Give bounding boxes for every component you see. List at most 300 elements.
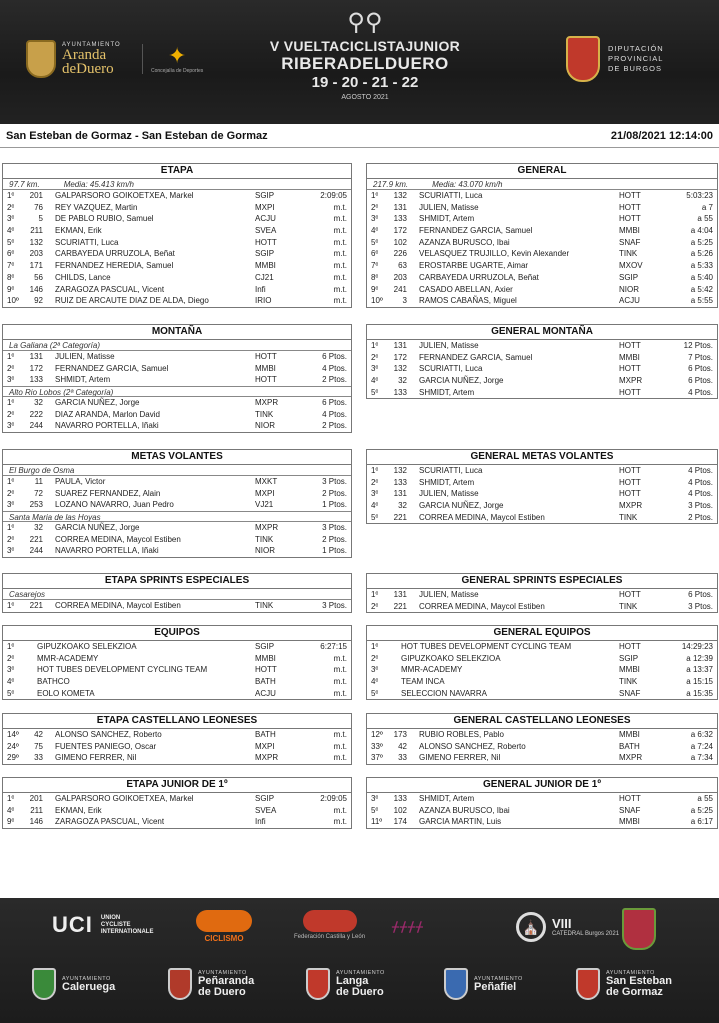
row-result: m.t.	[333, 665, 347, 675]
row-dorsal: 33	[34, 753, 43, 763]
table-row	[3, 409, 351, 421]
row-rider-name: JULIEN, Matisse	[419, 341, 479, 350]
row-position: 5º	[7, 237, 15, 247]
row-team-code: NIOR	[255, 421, 275, 431]
table-row	[3, 653, 351, 665]
row-dorsal: 253	[29, 500, 43, 510]
general-equipos-table	[366, 625, 718, 700]
checkpoint-name: Santa Maria de las Hoyas	[3, 511, 351, 522]
row-team-code: ACJU	[255, 688, 276, 698]
row-result: m.t.	[333, 805, 347, 815]
row-dorsal: 75	[34, 741, 43, 751]
general-metas-table	[366, 449, 718, 524]
row-team-code: HOTT	[619, 387, 641, 397]
row-dorsal: 133	[29, 375, 43, 385]
table-row	[3, 397, 351, 409]
row-dorsal: 211	[30, 226, 43, 236]
row-result: a 7	[701, 202, 713, 212]
row-team-code: MMBI	[619, 665, 640, 675]
row-team-code: SGIP	[619, 653, 639, 663]
table-row	[367, 653, 717, 665]
row-result: a 7:34	[690, 753, 713, 763]
table-title: GENERAL CASTELLANO LEONESES	[367, 714, 717, 729]
row-result: 4 Ptos.	[688, 489, 713, 499]
general-montana-table	[366, 324, 718, 399]
row-position: 5º	[371, 512, 379, 522]
table-row	[367, 284, 717, 296]
row-position: 3º	[371, 665, 379, 675]
table-row	[367, 260, 717, 272]
table-row	[3, 213, 351, 225]
row-position: 3º	[371, 489, 379, 499]
general-sprints-table	[366, 573, 718, 613]
row-rider-name: JULIEN, Matisse	[55, 352, 115, 361]
row-result: a 7:24	[690, 741, 713, 751]
table-title: METAS VOLANTES	[3, 450, 351, 465]
catedral-logo: ⛪ VIII CATEDRAL Burgos 2021	[516, 912, 619, 942]
row-position: 33º	[371, 741, 383, 751]
row-team-code: Infi	[255, 284, 266, 294]
runner-icon: ✦	[167, 43, 187, 68]
row-dorsal: 5	[38, 214, 43, 224]
row-team-name: BATHCO	[37, 677, 70, 687]
pink-sponsor-logo: ᚋᚋᚋᚋ	[392, 918, 424, 934]
row-rider-name: CARBAYEDA URRUZOLA, Beñat	[55, 249, 175, 259]
row-result: m.t.	[333, 741, 347, 751]
row-team-code: ACJU	[619, 296, 640, 306]
row-position: 3º	[7, 665, 15, 675]
table-row	[3, 225, 351, 237]
row-position: 4º	[371, 226, 379, 236]
row-position: 2º	[371, 601, 379, 611]
table-title: ETAPA JUNIOR DE 1º	[3, 778, 351, 793]
langa-shield-icon	[306, 968, 330, 1000]
table-row	[3, 534, 351, 546]
table-row	[367, 601, 717, 613]
row-dorsal: 92	[34, 296, 43, 306]
row-team-code: MXPI	[255, 741, 275, 751]
table-row	[367, 213, 717, 225]
row-result: 4 Ptos.	[688, 387, 713, 397]
row-team-name: EOLO KOMETA	[37, 688, 95, 698]
table-title: ETAPA CASTELLANO LEONESES	[3, 714, 351, 729]
table-title: GENERAL MONTAÑA	[367, 325, 717, 340]
table-row	[3, 363, 351, 375]
table-row	[367, 805, 717, 817]
table-title: ETAPA	[3, 164, 351, 179]
row-rider-name: SHMIDT, Artem	[419, 387, 475, 397]
table-row	[3, 499, 351, 511]
table-title: GENERAL SPRINTS ESPECIALES	[367, 574, 717, 589]
row-result: m.t.	[333, 730, 347, 739]
row-rider-name: AZANZA BURUSCO, Ibai	[419, 805, 510, 815]
row-result: m.t.	[333, 249, 347, 259]
average-speed: Media: 45.413 km/h	[63, 180, 134, 189]
row-result: 6 Ptos.	[322, 398, 347, 408]
row-position: 1º	[371, 466, 379, 475]
row-result: 3 Ptos.	[322, 477, 347, 486]
sprints-table	[2, 573, 352, 613]
row-position: 4º	[7, 677, 15, 687]
row-rider-name: SCURIATTI, Luca	[419, 364, 483, 374]
row-rider-name: NAVARRO PORTELLA, Iñaki	[55, 421, 159, 431]
table-row	[367, 676, 717, 688]
row-rider-name: FERNANDEZ GARCIA, Samuel	[419, 352, 533, 362]
row-team-code: HOTT	[619, 341, 641, 350]
row-rider-name: RAMOS CABAÑAS, Miguel	[419, 296, 517, 306]
row-dorsal: 33	[398, 753, 407, 763]
row-result: a 15:35	[686, 688, 713, 698]
table-row	[3, 272, 351, 284]
row-team-code: SGIP	[255, 249, 275, 259]
row-dorsal: 221	[393, 601, 407, 611]
row-team-code: IRIO	[255, 296, 272, 306]
row-team-code: MXKT	[255, 477, 278, 486]
row-position: 5º	[371, 387, 379, 397]
row-team-code: MXPI	[255, 202, 275, 212]
row-rider-name: FERNANDEZ GARCIA, Samuel	[419, 226, 533, 236]
san-esteban-shield-icon	[576, 968, 600, 1000]
equipos-table	[2, 625, 352, 700]
metas-table	[2, 449, 352, 558]
row-dorsal: 42	[34, 730, 43, 739]
row-result: 1 Ptos.	[322, 500, 347, 510]
row-position: 7º	[371, 261, 379, 271]
row-dorsal: 32	[34, 398, 43, 408]
table-row	[3, 676, 351, 688]
row-dorsal: 132	[393, 364, 407, 374]
row-rider-name: ZARAGOZA PASCUAL, Vicent	[55, 284, 165, 294]
row-position: 14º	[7, 730, 19, 739]
row-rider-name: DE PABLO RUBIO, Samuel	[55, 214, 154, 224]
row-dorsal: 203	[29, 249, 43, 259]
row-position: 10º	[371, 296, 383, 306]
montana-table	[2, 324, 352, 433]
row-position: 1º	[7, 191, 15, 200]
row-position: 3º	[7, 375, 15, 385]
row-team-code: TINK	[619, 512, 638, 522]
row-dorsal: 173	[393, 730, 407, 739]
row-team-code: HOTT	[619, 202, 641, 212]
row-result: 3 Ptos.	[322, 601, 347, 610]
row-team-code: MXPR	[619, 501, 643, 511]
table-row	[367, 664, 717, 676]
row-position: 3º	[371, 214, 379, 224]
row-rider-name: GARCIA NUÑEZ, Jorge	[419, 376, 504, 386]
row-result: m.t.	[333, 677, 347, 687]
row-position: 2º	[371, 202, 379, 212]
table-row	[3, 237, 351, 249]
aranda-logo: AYUNTAMIENTO Aranda deDuero	[26, 40, 121, 78]
row-position: 1º	[371, 642, 379, 651]
distance: 97.7 km.	[9, 180, 40, 189]
row-team-code: MMBI	[619, 730, 640, 739]
row-position: 1º	[7, 477, 15, 486]
row-team-code: TINK	[619, 249, 638, 259]
regional-shield-icon	[622, 908, 656, 950]
row-result: a 5:25	[690, 237, 713, 247]
row-result: a 5:26	[690, 249, 713, 259]
row-dorsal: 131	[393, 202, 407, 212]
row-position: 37º	[371, 753, 383, 763]
row-dorsal: 241	[393, 284, 407, 294]
row-result: m.t.	[333, 753, 347, 763]
row-position: 2º	[371, 352, 379, 362]
row-position: 1º	[7, 642, 15, 651]
table-row	[367, 375, 717, 387]
table-row	[3, 793, 351, 805]
row-dorsal: 221	[29, 534, 43, 544]
row-result: 4 Ptos.	[322, 363, 347, 373]
row-position: 4º	[371, 677, 379, 687]
row-position: 2º	[7, 534, 15, 544]
row-position: 5º	[371, 237, 379, 247]
row-result: 2:09:05	[320, 191, 347, 200]
row-rider-name: GIMENO FERRER, Nil	[419, 753, 501, 763]
row-rider-name: GARCIA NUÑEZ, Jorge	[55, 398, 140, 408]
row-result: a 5:40	[690, 272, 713, 282]
table-title: EQUIPOS	[3, 626, 351, 641]
row-position: 1º	[371, 191, 379, 200]
row-result: 3 Ptos.	[688, 501, 713, 511]
row-rider-name: ZARAGOZA PASCUAL, Vicent	[55, 817, 165, 827]
table-row	[367, 477, 717, 489]
row-result: m.t.	[333, 817, 347, 827]
row-dorsal: 76	[34, 202, 43, 212]
row-team-name: GIPUZKOAKO SELEKZIOA	[37, 642, 137, 651]
row-position: 1º	[7, 352, 15, 361]
row-position: 24º	[7, 741, 19, 751]
row-position: 5º	[7, 688, 15, 698]
row-rider-name: SUAREZ FERNANDEZ, Alain	[55, 488, 161, 498]
row-result: 2 Ptos.	[322, 375, 347, 385]
row-team-code: HOTT	[619, 191, 641, 200]
row-team-name: TEAM INCA	[401, 677, 445, 687]
row-team-code: HOTT	[619, 489, 641, 499]
row-team-name: SELECCION NAVARRA	[401, 688, 487, 698]
row-rider-name: RUBIO ROBLES, Pablo	[419, 730, 504, 739]
row-result: a 55	[697, 794, 713, 803]
row-result: m.t.	[333, 688, 347, 698]
row-result: a 15:15	[686, 677, 713, 687]
table-row	[3, 351, 351, 363]
burgos-shield-icon	[566, 36, 600, 82]
row-team-code: VJ21	[255, 500, 274, 510]
row-dorsal: 32	[398, 501, 407, 511]
row-team-code: HOTT	[619, 794, 641, 803]
row-position: 29º	[7, 753, 19, 763]
row-team-code: MXOV	[619, 261, 643, 271]
row-position: 4º	[7, 226, 15, 236]
row-rider-name: DIAZ ARANDA, Marlon David	[55, 409, 160, 419]
row-rider-name: CORREA MEDINA, Maycol Estiben	[55, 534, 181, 544]
uci-logo: UCI UNION CYCLISTE INTERNATIONALE	[52, 912, 154, 937]
row-team-code: TINK	[619, 677, 638, 687]
row-team-code: HOTT	[619, 590, 641, 599]
row-dorsal: 172	[29, 363, 43, 373]
row-rider-name: EKMAN, Erik	[55, 226, 102, 236]
penafiel-shield-icon	[444, 968, 468, 1000]
row-dorsal: 244	[29, 421, 43, 431]
row-dorsal: 131	[393, 489, 407, 499]
row-dorsal: 203	[393, 272, 407, 282]
row-result: m.t.	[333, 653, 347, 663]
table-row	[367, 295, 717, 307]
table-row	[367, 589, 717, 601]
row-dorsal: 146	[29, 817, 43, 827]
row-dorsal: 201	[29, 794, 43, 803]
junior-table	[2, 777, 352, 829]
table-row	[367, 352, 717, 364]
row-result: 2:09:05	[320, 794, 347, 803]
row-rider-name: SCURIATTI, Luca	[419, 466, 483, 475]
row-team-code: TINK	[255, 534, 274, 544]
row-position: 3º	[7, 546, 15, 556]
row-team-code: SNAF	[619, 688, 641, 698]
row-dorsal: 226	[393, 249, 407, 259]
row-position: 5º	[371, 805, 379, 815]
row-team-code: MXPR	[255, 398, 279, 408]
row-result: 6 Ptos.	[688, 376, 713, 386]
table-row	[3, 752, 351, 764]
cyclist-icon	[303, 910, 357, 932]
row-rider-name: EROSTARBE UGARTE, Aimar	[419, 261, 529, 271]
row-dorsal: 32	[34, 523, 43, 533]
table-row	[367, 688, 717, 700]
swoosh-icon	[196, 910, 252, 932]
row-team-code: TINK	[619, 601, 638, 611]
row-team-code: SGIP	[255, 642, 275, 651]
stage-stats	[3, 179, 351, 190]
row-rider-name: ALONSO SANCHEZ, Roberto	[55, 730, 162, 739]
table-row	[3, 190, 351, 202]
row-result: m.t.	[333, 284, 347, 294]
row-dorsal: 201	[29, 191, 43, 200]
row-team-code: HOTT	[619, 466, 641, 475]
row-rider-name: CASADO ABELLAN, Axier	[419, 284, 513, 294]
table-row	[3, 420, 351, 432]
table-row	[3, 688, 351, 700]
average-speed: Media: 43.070 km/h	[432, 180, 503, 189]
row-position: 4º	[371, 376, 379, 386]
row-position: 1º	[371, 341, 379, 350]
row-rider-name: ALONSO SANCHEZ, Roberto	[419, 741, 526, 751]
row-result: a 5:33	[690, 261, 713, 271]
row-rider-name: EKMAN, Erik	[55, 805, 102, 815]
row-rider-name: LOZANO NAVARRO, Juan Pedro	[55, 500, 174, 510]
ayto-san-esteban-logo: AYUNTAMIENTO San Esteban de Gormaz	[576, 968, 672, 1000]
table-row	[3, 805, 351, 817]
row-team-code: MMBI	[619, 817, 640, 827]
row-dorsal: 222	[29, 409, 43, 419]
row-result: a 5:55	[690, 296, 713, 306]
row-rider-name: GARCIA NUÑEZ, Jorge	[419, 501, 504, 511]
table-row	[3, 641, 351, 653]
row-rider-name: CORREA MEDINA, Maycol Estiben	[55, 601, 181, 610]
row-rider-name: AZANZA BURUSCO, Ibai	[419, 237, 510, 247]
row-dorsal: 56	[34, 272, 43, 282]
row-team-code: TINK	[255, 409, 274, 419]
concejalia-deportes-logo: ✦ Concejalía de Deportes	[142, 44, 203, 74]
row-result: 6 Ptos.	[688, 364, 713, 374]
row-position: 1º	[7, 794, 15, 803]
row-dorsal: 174	[393, 817, 407, 827]
row-result: a 12:39	[686, 653, 713, 663]
row-team-code: MMBI	[255, 261, 276, 271]
table-row	[3, 284, 351, 296]
table-row	[367, 729, 717, 741]
row-result: a 6:17	[690, 817, 713, 827]
row-team-code: HOTT	[255, 237, 277, 247]
row-dorsal: 133	[393, 794, 407, 803]
row-team-code: MXPR	[255, 523, 279, 533]
table-row	[367, 272, 717, 284]
federacion-logo: Federación Castilla y León	[294, 910, 365, 940]
row-position: 3º	[371, 794, 379, 803]
row-team-code: MMBI	[255, 363, 276, 373]
row-result: m.t.	[333, 226, 347, 236]
row-rider-name: NAVARRO PORTELLA, Iñaki	[55, 546, 159, 556]
aranda-shield-icon	[26, 40, 56, 78]
row-position: 7º	[7, 261, 15, 271]
table-row	[367, 340, 717, 352]
row-rider-name: GALPARSORO GOIKOETXEA, Markel	[55, 191, 194, 200]
row-result: m.t.	[333, 272, 347, 282]
row-dorsal: 132	[29, 237, 43, 247]
row-rider-name: PAULA, Victor	[55, 477, 106, 486]
table-row	[367, 248, 717, 260]
ayto-langa-logo: AYUNTAMIENTO Langa de Duero	[306, 968, 385, 1000]
row-rider-name: GIMENO FERRER, Nil	[55, 753, 137, 763]
row-team-code: MXPR	[619, 753, 643, 763]
row-rider-name: GARCIA MARTIN, Luis	[419, 817, 502, 827]
row-position: 5º	[371, 688, 379, 698]
table-row	[367, 237, 717, 249]
row-dorsal: 133	[393, 477, 407, 487]
table-title: GENERAL	[367, 164, 717, 179]
row-rider-name: FERNANDEZ HEREDIA, Samuel	[55, 261, 174, 271]
row-rider-name: SHMIDT, Artem	[419, 794, 475, 803]
row-result: 6:27:15	[320, 642, 347, 651]
row-dorsal: 221	[393, 512, 407, 522]
table-row	[3, 260, 351, 272]
row-dorsal: 102	[393, 805, 407, 815]
table-row	[3, 488, 351, 500]
castellano-table	[2, 713, 352, 765]
table-row	[367, 816, 717, 828]
row-dorsal: 146	[29, 284, 43, 294]
checkpoint-name: Casarejos	[3, 589, 351, 600]
row-dorsal: 42	[398, 741, 407, 751]
bicycle-icon: ⚲⚲	[347, 9, 383, 36]
catedral-icon: ⛪	[516, 912, 546, 942]
row-team-code: HOTT	[619, 477, 641, 487]
stage-datetime: 21/08/2021 12:14:00	[610, 129, 713, 142]
row-result: 2 Ptos.	[688, 512, 713, 522]
row-rider-name: JULIEN, Matisse	[419, 590, 479, 599]
row-team-code: MXPI	[255, 488, 275, 498]
table-row	[367, 641, 717, 653]
table-row	[367, 190, 717, 202]
table-row	[3, 729, 351, 741]
table-row	[367, 793, 717, 805]
row-position: 6º	[371, 249, 379, 259]
row-position: 9º	[7, 284, 15, 294]
row-position: 8º	[7, 272, 15, 282]
row-position: 2º	[7, 202, 15, 212]
row-team-code: SVEA	[255, 805, 277, 815]
ciclismo-logo: CICLISMO	[196, 910, 252, 943]
